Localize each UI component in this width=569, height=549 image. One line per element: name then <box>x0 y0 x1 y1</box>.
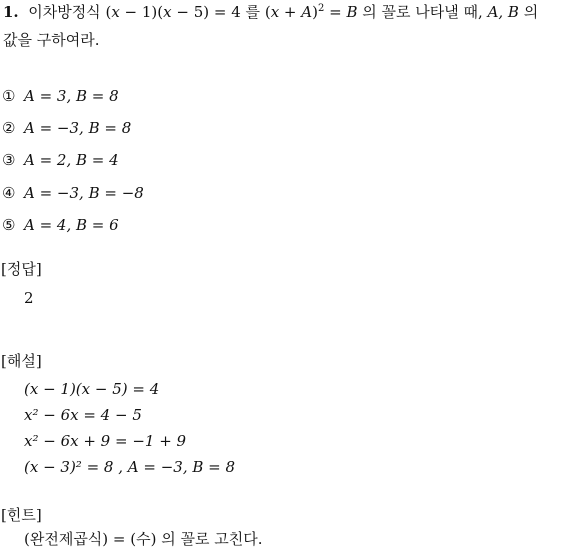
choice-3[interactable] <box>2 153 119 168</box>
choice-text: A = 2, B = 4 <box>24 151 119 169</box>
equation-form: $(x + A)^2 = B$ <box>264 3 358 21</box>
hint-label: [힌트] <box>1 506 42 524</box>
explanation-line-2: x² − 6x = 4 − 5 <box>24 406 142 424</box>
question-line-2: 값을 구하여라. <box>3 31 100 49</box>
choice-2[interactable] <box>2 121 131 136</box>
choice-mark: ⑤ <box>2 216 16 234</box>
explanation-label: [해설] <box>1 352 42 370</box>
choice-text: A = −3, B = −8 <box>24 184 144 202</box>
question-text-tail: 의 꼴로 나타낼 때, <box>362 3 483 21</box>
explanation-line-3: x² − 6x + 9 = −1 + 9 <box>24 432 187 450</box>
variables-ab: A, B <box>487 3 519 21</box>
choice-mark: ① <box>2 87 16 105</box>
choice-5[interactable] <box>2 218 119 233</box>
answer-value: 2 <box>24 289 34 307</box>
question-text-lead: 이차방정식 <box>28 3 101 21</box>
equation-given: (x − 1)(x − 5) = 4 <box>105 3 241 21</box>
hint-text: (완전제곱식) = (수) 의 꼴로 고친다. <box>24 530 263 548</box>
choice-mark: ② <box>2 119 16 137</box>
explanation-line-4: (x − 3)² = 8 , A = −3, B = 8 <box>24 458 236 476</box>
choice-text: A = −3, B = 8 <box>24 119 132 137</box>
choice-text: A = 4, B = 6 <box>24 216 119 234</box>
choice-1[interactable] <box>2 89 119 104</box>
choice-mark: ④ <box>2 184 16 202</box>
choice-mark: ③ <box>2 151 16 169</box>
choice-text: A = 3, B = 8 <box>24 87 119 105</box>
question-text-end: 의 <box>523 3 539 21</box>
answer-label: [정답] <box>1 260 42 278</box>
question-number: 1. <box>3 3 19 21</box>
question-line-1 <box>3 5 538 20</box>
choice-4[interactable] <box>2 186 144 201</box>
question-text-mid: 를 <box>245 3 261 21</box>
explanation-line-1: (x − 1)(x − 5) = 4 <box>24 380 160 398</box>
